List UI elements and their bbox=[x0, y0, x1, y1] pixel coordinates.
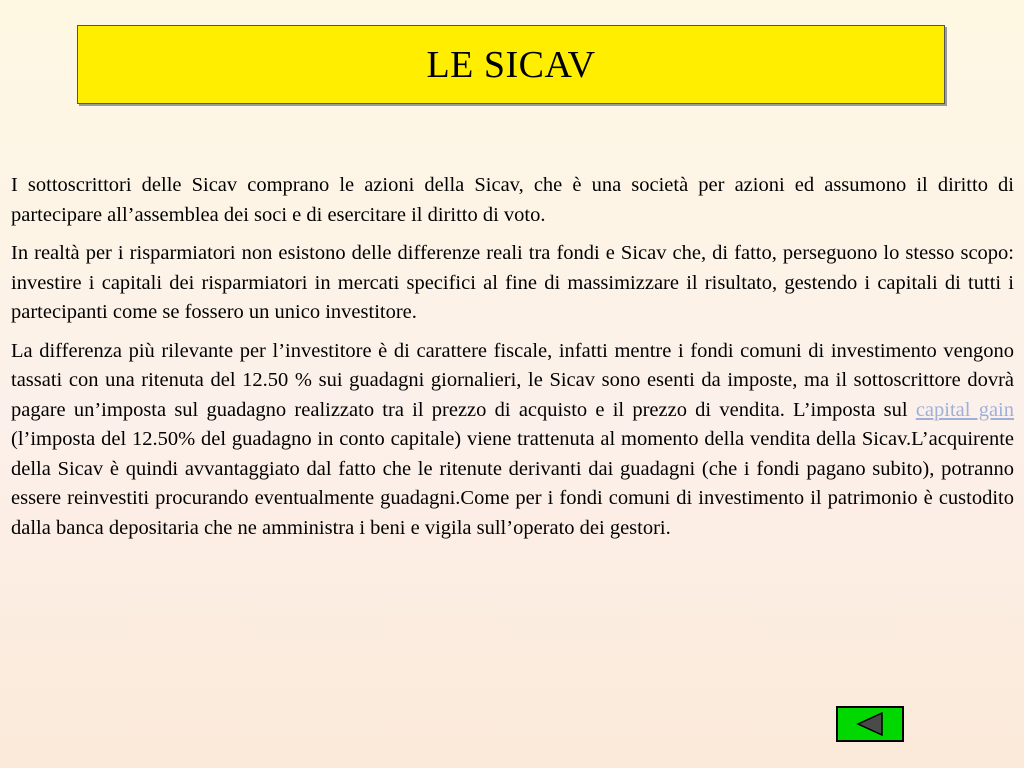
capital-gain-link[interactable]: capital gain bbox=[915, 398, 1014, 421]
main-content bbox=[11, 171, 1014, 552]
paragraph-2: In realtà per i risparmiatori non esistono delle differenze reali tra fondi e Sicav che, di fatto, perseguono lo stesso scopo: investire i capitali dei risparmiatori in mercati specifici al fine di massimizzare il risultato, gestendo i capitali di tutti i partecipanti come se fossero un unico investitore. bbox=[11, 242, 1014, 323]
back-button[interactable] bbox=[836, 706, 904, 742]
paragraph-1: I sottoscrittori delle Sicav comprano le azioni della Sicav, che è una società per azioni ed assumono il diritto di partecipare all’assemblea dei soci e di esercitare il diritto di voto. bbox=[11, 174, 1014, 226]
paragraph-3-text-start: La differenza più rilevante per l’investitore è di carattere fiscale, infatti mentre i fondi comuni di investimento vengono tassati con una ritenuta del 12.50 % sui guadagni giornalieri, le Sicav sono esenti da imposte, ma il sottoscrittore dovrà pagare un’imposta sul guadagno realizzato tra il prezzo di acquisto e il prezzo di vendita. L’imposta sul bbox=[11, 339, 1014, 421]
page-title: LE SICAV bbox=[426, 43, 596, 86]
paragraph-3-text-end: (l’imposta del 12.50% del guadagno in conto capitale) viene trattenuta al momento della vendita della Sicav.L’acquirente della Sicav è quindi avvantaggiato dal fatto che le ritenute derivanti dai guadagni (che i fondi pagano subito), potranno essere reinvestiti procurando eventualmente guadagni.Come per i fondi comuni di investimento il patrimonio è custodito dalla banca depositaria che ne amministra i beni e vigila sull’operato dei gestori. bbox=[11, 428, 1014, 539]
paragraph-3 bbox=[11, 337, 1014, 544]
triangle-left-icon bbox=[855, 711, 885, 737]
title-box bbox=[77, 25, 945, 104]
